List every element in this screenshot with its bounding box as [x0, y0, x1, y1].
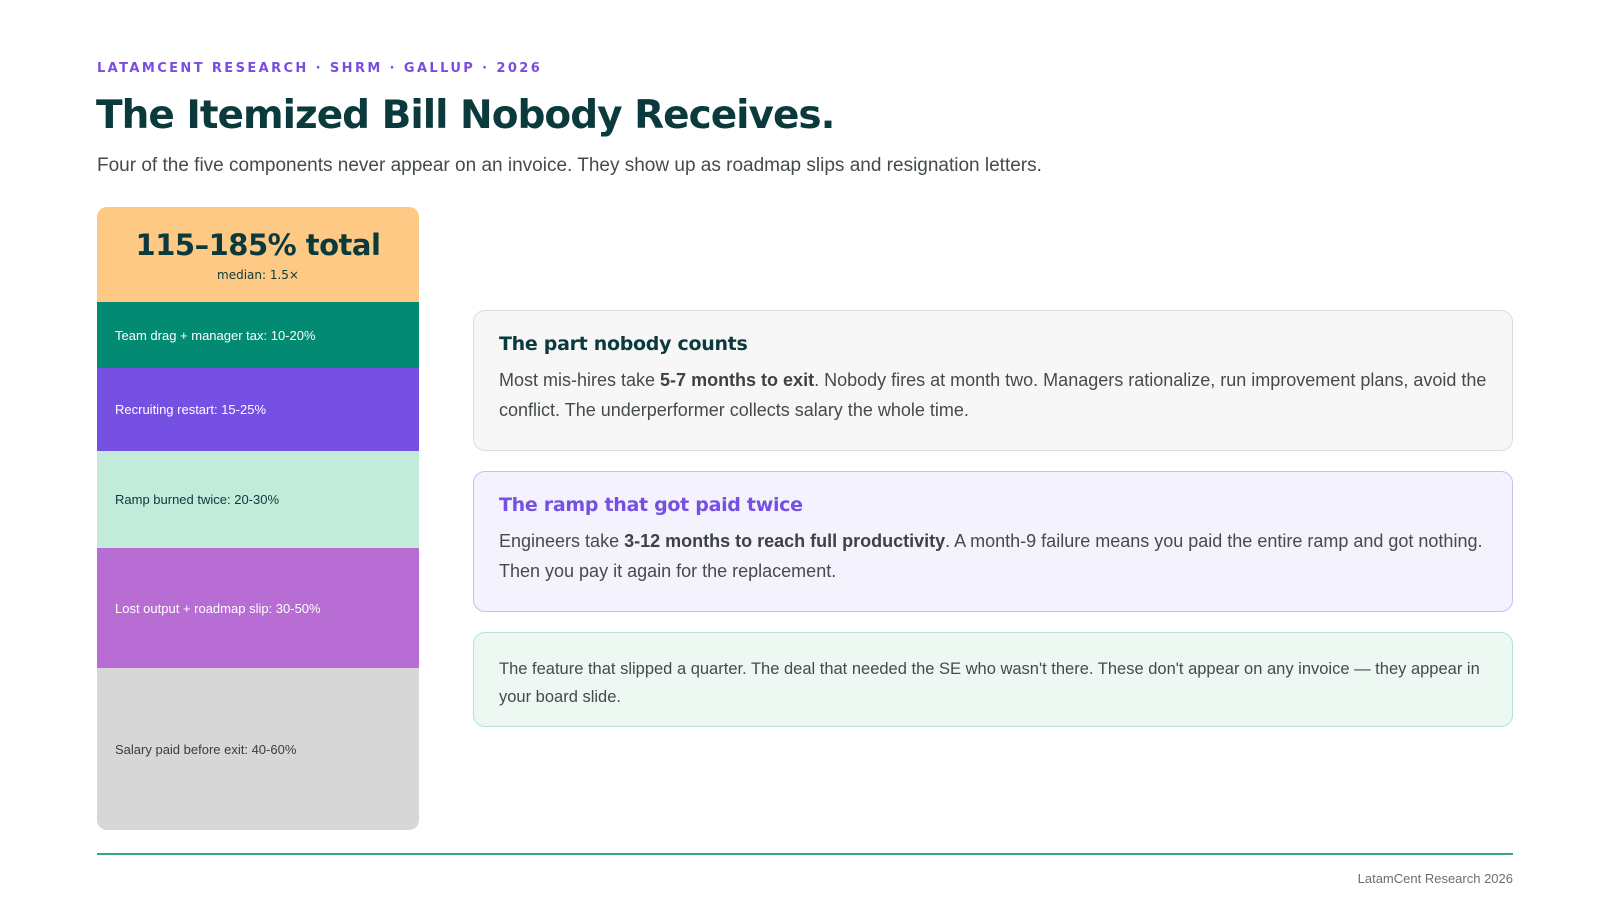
eyebrow-sources: LATAMCENT RESEARCH · SHRM · GALLUP · 2026	[97, 61, 543, 76]
stack-median-label: median: 1.5×	[217, 267, 299, 282]
card-emphasis: 3-12 months to reach full productivity	[624, 531, 946, 551]
segment-label: Ramp burned twice: 20-30%	[115, 492, 280, 507]
card-body: Most mis-hires take 5-7 months to exit. Nobody fires at month two. Managers rationalize, run improvement plans, avoid the conflict. The underperformer collects salary the whole time.	[499, 370, 1487, 420]
page-subtitle: Four of the five components never appear on an invoice. They show up as roadmap slips and resignation letters.	[97, 155, 1042, 176]
card-board-slide-note	[473, 632, 1513, 727]
segment-label: Lost output + roadmap slip: 30-50%	[115, 600, 321, 616]
footer-divider	[97, 853, 1513, 855]
segment-lost-output	[97, 548, 419, 668]
card-ramp-paid-twice	[473, 471, 1513, 612]
segment-label: Team drag + manager tax: 10-20%	[115, 327, 316, 343]
card-title: The ramp that got paid twice	[499, 494, 803, 516]
segment-team-drag	[97, 302, 419, 368]
segment-label: Recruiting restart: 15-25%	[115, 402, 267, 417]
card-title: The part nobody counts	[499, 333, 748, 355]
card-part-nobody-counts	[473, 310, 1513, 451]
cost-stack-chart	[97, 207, 419, 830]
card-emphasis: 5-7 months to exit	[660, 370, 815, 390]
stack-total-block	[97, 207, 419, 302]
footer-credit: LatamCent Research 2026	[1357, 871, 1513, 886]
segment-label: Salary paid before exit: 40-60%	[115, 741, 297, 757]
page-title: The Itemized Bill Nobody Receives.	[96, 93, 835, 138]
stack-total-label: 115–185% total	[135, 227, 381, 262]
card-body: The feature that slipped a quarter. The deal that needed the SE who wasn't there. These don't appear on any invoice — they appear in your board slide.	[499, 660, 1480, 706]
card-body: Engineers take 3-12 months to reach full productivity. A month-9 failure means you paid the entire ramp and got nothing. Then you pay it again for the replacement.	[499, 531, 1483, 581]
segment-recruiting-restart	[97, 368, 419, 451]
segment-salary-before-exit	[97, 668, 419, 830]
segment-ramp-burned	[97, 451, 419, 548]
